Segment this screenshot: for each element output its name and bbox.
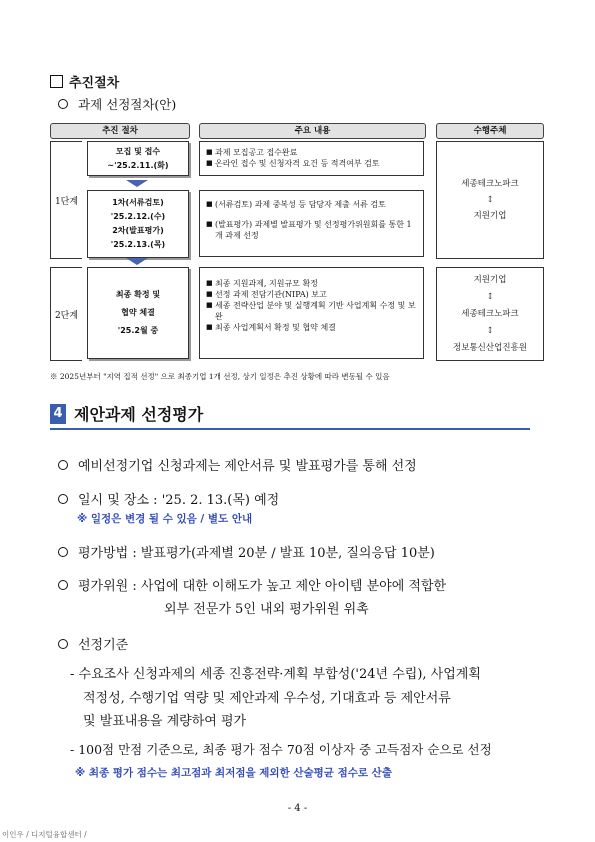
- content-text: (서류검토) 과제 중복성 등 담당자 제출 서류 검토: [215, 200, 386, 209]
- criteria-text-continued: 적정성, 수행기업 역량 및 제안과제 우수성, 기대효과 등 제안서류: [83, 691, 451, 706]
- step-date: '25.2월 중: [117, 326, 159, 335]
- circle-bullet-icon: [58, 494, 68, 504]
- step-date: '25.2.12.(수): [110, 212, 166, 221]
- org-name: 세종테크노파크: [461, 179, 519, 189]
- section4-heading: [50, 402, 203, 425]
- circle-bullet-icon: [58, 460, 68, 470]
- circle-bullet-icon: [58, 639, 68, 649]
- updown-arrow-icon: ↕: [486, 195, 494, 205]
- header-org: 수행주체: [436, 123, 544, 139]
- header-procedure: 추진 절차: [50, 123, 190, 139]
- step-date: ~'25.2.11.(화): [107, 160, 169, 170]
- square-bullet-icon: ■: [206, 200, 213, 208]
- org-name: 정보통신산업진흥원: [453, 342, 527, 353]
- checkbox-square-icon: [50, 75, 63, 88]
- footer-text: 이인우 / 디지털융합센터 /: [2, 830, 87, 839]
- stage1-content-recruit: [199, 141, 424, 176]
- score-note: ※ 최종 평가 점수는 최고점과 최저점을 제외한 산술평균 점수로 산출: [75, 767, 392, 779]
- org-name: 세종테크노파크: [461, 308, 519, 319]
- stage2-content: [199, 267, 424, 359]
- step-title: 2차(발표평가): [112, 226, 164, 235]
- section-divider: [50, 428, 530, 430]
- square-bullet-icon: ■: [206, 290, 213, 298]
- square-bullet-icon: ■: [206, 323, 213, 331]
- item-text: 평가위원 : 사업에 대한 이해도가 높고 제안 아이템 분야에 적합한: [78, 579, 447, 594]
- subtitle: 과제 선정절차(안): [78, 97, 177, 112]
- arrow-down-icon: [126, 180, 148, 187]
- list-item: [58, 542, 435, 561]
- circle-bullet-icon: [58, 547, 68, 557]
- criteria-text-continued: 및 발표내용을 계량하여 평가: [83, 714, 247, 729]
- step-title: 최종 확정 및: [115, 290, 161, 299]
- item-text: 일시 및 장소 : '25. 2. 13.(목) 예정: [78, 493, 280, 508]
- stage1-content-review: [199, 190, 424, 257]
- updown-arrow-icon: ↕: [486, 291, 494, 302]
- item-text-continued: 외부 전문가 5인 내외 평가위원 위촉: [164, 602, 369, 617]
- section-title: 추진절차: [69, 76, 120, 91]
- stage1-step-recruit: [87, 141, 189, 176]
- arrow-down-icon: [126, 258, 148, 265]
- stage1-org: [436, 141, 544, 259]
- content-text: 세종 전략산업 분야 및 실행계획 기반 사업계획 수정 및 보완: [215, 301, 416, 321]
- item-text: 예비선정기업 신청과제는 제안서류 및 발표평가를 통해 선정: [78, 459, 417, 474]
- item-text: 평가방법 : 발표평가(과제별 20분 / 발표 10분, 질의응답 10분): [78, 546, 435, 561]
- table-note: ※ 2025년부터 "지역 집적 선정" 으로 최종기업 1개 선정, 상기 일정은 추진 상황에 따라 변동될 수 있음: [50, 372, 390, 381]
- square-bullet-icon: ■: [206, 279, 213, 287]
- item-text: 선정기준: [78, 638, 129, 653]
- stage2-org: [436, 267, 544, 361]
- header-content: 주요 내용: [199, 123, 426, 139]
- org-name: 지원기업: [473, 274, 507, 285]
- step-date: '25.2.13.(목): [110, 240, 166, 249]
- section4-title: 제안과제 선정평가: [74, 405, 204, 424]
- square-bullet-icon: ■: [206, 301, 213, 309]
- content-text: (발표평가) 과제별 발표평가 및 선정평가위원회를 통한 1개 과제 선정: [215, 220, 412, 240]
- list-item: [58, 634, 128, 653]
- list-item: [58, 575, 446, 594]
- updown-arrow-icon: ↕: [486, 325, 494, 336]
- content-text: 온라인 접수 및 신청자격 요건 등 적격여부 검토: [215, 159, 380, 168]
- criteria-text: - 수요조사 신청과제의 세종 진흥전략·계획 부합성('24년 수립), 사업계획: [70, 667, 481, 682]
- step-title: 모집 및 접수: [115, 146, 161, 156]
- criteria-text: - 100점 만점 기준으로, 최종 평가 점수 70점 이상자 중 고득점자 순으로 선정: [70, 742, 492, 757]
- stage2-label: 2단계: [50, 267, 82, 361]
- circle-bullet-icon: [58, 580, 68, 590]
- content-text: 최종 사업계획서 확정 및 협약 체결: [215, 323, 336, 332]
- org-name: 지원기업: [473, 211, 507, 221]
- square-bullet-icon: ■: [206, 159, 213, 167]
- stage2-step-confirm: [87, 267, 189, 359]
- list-item: [58, 455, 417, 474]
- schedule-note: ※ 일정은 변경 될 수 있음 / 별도 안내: [77, 513, 253, 525]
- content-text: 선정 과제 전담기관(NIPA) 보고: [215, 290, 327, 299]
- stage1-step-review: [87, 190, 189, 258]
- list-item: [58, 489, 279, 508]
- square-bullet-icon: ■: [206, 148, 213, 156]
- content-text: 최종 지원과제, 지원규모 확정: [215, 279, 318, 288]
- square-bullet-icon: ■: [206, 220, 213, 228]
- page-number: - 4 -: [287, 803, 308, 814]
- step-title: 1차(서류검토): [112, 198, 164, 207]
- stage1-label: 1단계: [50, 141, 82, 259]
- circle-bullet-icon: [58, 99, 68, 109]
- step-title: 협약 체결: [121, 308, 155, 317]
- section-number-badge: 4: [50, 404, 66, 424]
- subtitle-line: [58, 95, 176, 113]
- section-heading: [50, 72, 119, 91]
- content-text: 과제 모집공고 접수완료: [215, 148, 298, 157]
